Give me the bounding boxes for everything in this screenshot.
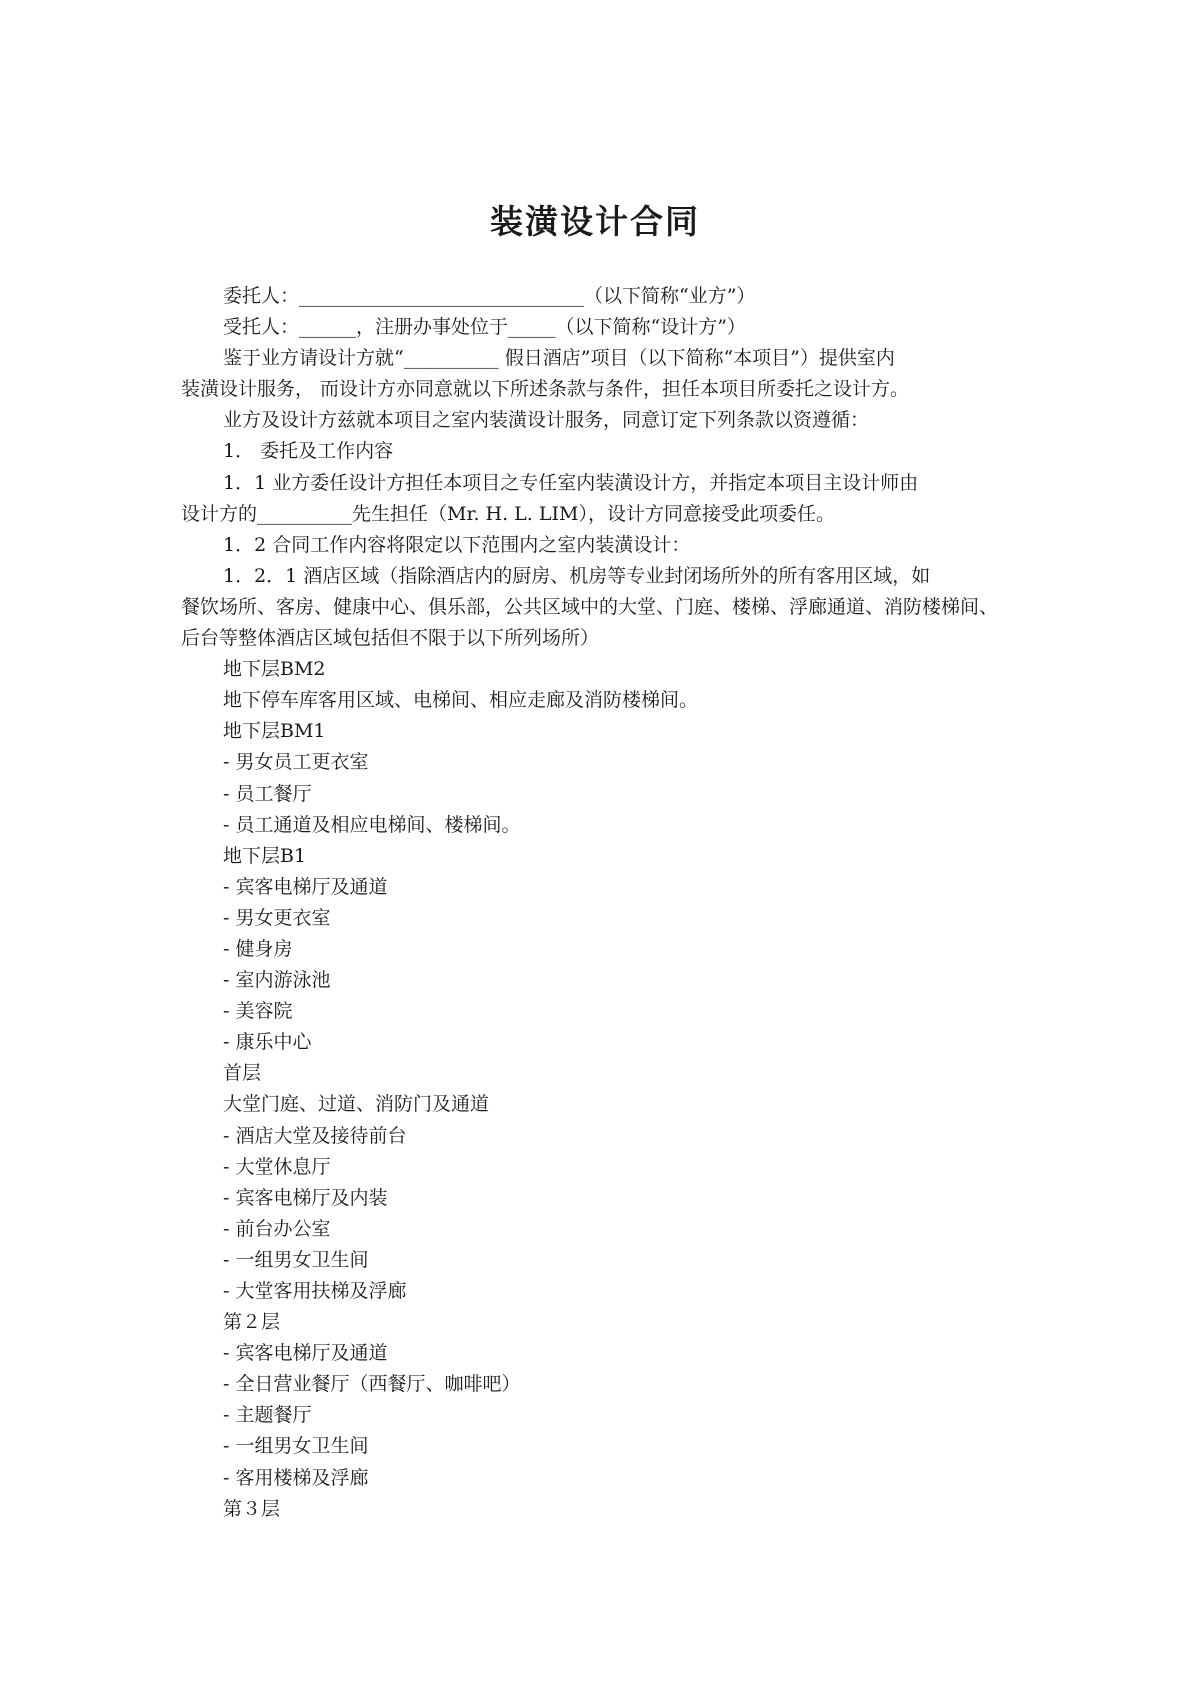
list-item: - 客用楼梯及浮廊 bbox=[223, 1466, 369, 1489]
floor-heading: 第３层 bbox=[223, 1497, 281, 1520]
floor-heading: 地下层BM1 bbox=[223, 720, 326, 743]
list-item: - 一组男女卫生间 bbox=[223, 1435, 369, 1458]
text-line: 1．2．1 酒店区域（指除酒店内的厨房、机房等专业封闭场所外的所有客用区域，如 bbox=[223, 564, 931, 587]
list-item: - 宾客电梯厅及内装 bbox=[223, 1186, 388, 1209]
floor-heading: 第２层 bbox=[223, 1311, 281, 1334]
text-line: 地下停车库客用区域、电梯间、相应走廊及消防楼梯间。 bbox=[223, 689, 699, 712]
text-line: 餐饮场所、客房、健康中心、俱乐部，公共区域中的大堂、门庭、楼梯、浮廊通道、消防楼梯间、 bbox=[181, 595, 999, 618]
text-line: 鉴于业方请设计方就“__________ 假日酒店”项目（以下简称“本项目”）提供室内 bbox=[223, 347, 895, 370]
list-item: - 宾客电梯厅及通道 bbox=[223, 1342, 388, 1365]
text-line: 大堂门庭、过道、消防门及通道 bbox=[223, 1093, 490, 1116]
text-line: 后台等整体酒店区域包括但不限于以下所列场所） bbox=[181, 627, 600, 650]
list-item: - 美容院 bbox=[223, 1000, 293, 1023]
list-item: - 男女员工更衣室 bbox=[223, 751, 369, 774]
floor-heading: 首层 bbox=[223, 1062, 262, 1085]
floor-heading: 地下层B1 bbox=[223, 844, 307, 867]
list-item: - 前台办公室 bbox=[223, 1217, 331, 1240]
list-item: - 康乐中心 bbox=[223, 1031, 312, 1054]
list-item: - 员工通道及相应电梯间、楼梯间。 bbox=[223, 813, 521, 836]
list-item: - 全日营业餐厅（西餐厅、咖啡吧） bbox=[223, 1373, 521, 1396]
text-line: 设计方的__________先生担任（Mr. H. L. LIM），设计方同意接受此项委任。 bbox=[181, 502, 835, 525]
list-item: - 员工餐厅 bbox=[223, 782, 312, 805]
text-line: 受托人：______，注册办事处位于_____（以下简称“设计方”） bbox=[223, 316, 746, 339]
text-line: 1．2 合同工作内容将限定以下范围内之室内装潢设计： bbox=[223, 533, 691, 556]
list-item: - 酒店大堂及接待前台 bbox=[223, 1124, 407, 1147]
list-item: - 男女更衣室 bbox=[223, 906, 331, 929]
document-body bbox=[181, 281, 1031, 1525]
text-line: 1． 委托及工作内容 bbox=[223, 440, 394, 463]
text-line: 业方及设计方兹就本项目之室内装潢设计服务，同意订定下列条款以资遵循： bbox=[223, 409, 870, 432]
text-line: 装潢设计服务， 而设计方亦同意就以下所述条款与条件，担任本项目所委托之设计方。 bbox=[181, 378, 910, 401]
list-item: - 大堂客用扶梯及浮廊 bbox=[223, 1280, 407, 1302]
list-item: - 宾客电梯厅及通道 bbox=[223, 875, 388, 898]
text-line: 委托人：______________________________（以下简称“业方”） bbox=[223, 285, 756, 307]
document-title: 装潢设计合同 bbox=[490, 202, 700, 241]
list-item: - 大堂休息厅 bbox=[223, 1155, 331, 1178]
list-item: - 健身房 bbox=[223, 937, 293, 960]
floor-heading: 地下层BM2 bbox=[223, 658, 326, 681]
list-item: - 室内游泳池 bbox=[223, 969, 331, 992]
text-line: 1．1 业方委任设计方担任本项目之专任室内装潢设计方，并指定本项目主设计师由 bbox=[223, 471, 919, 494]
list-item: - 主题餐厅 bbox=[223, 1404, 312, 1427]
list-item: - 一组男女卫生间 bbox=[223, 1248, 369, 1271]
